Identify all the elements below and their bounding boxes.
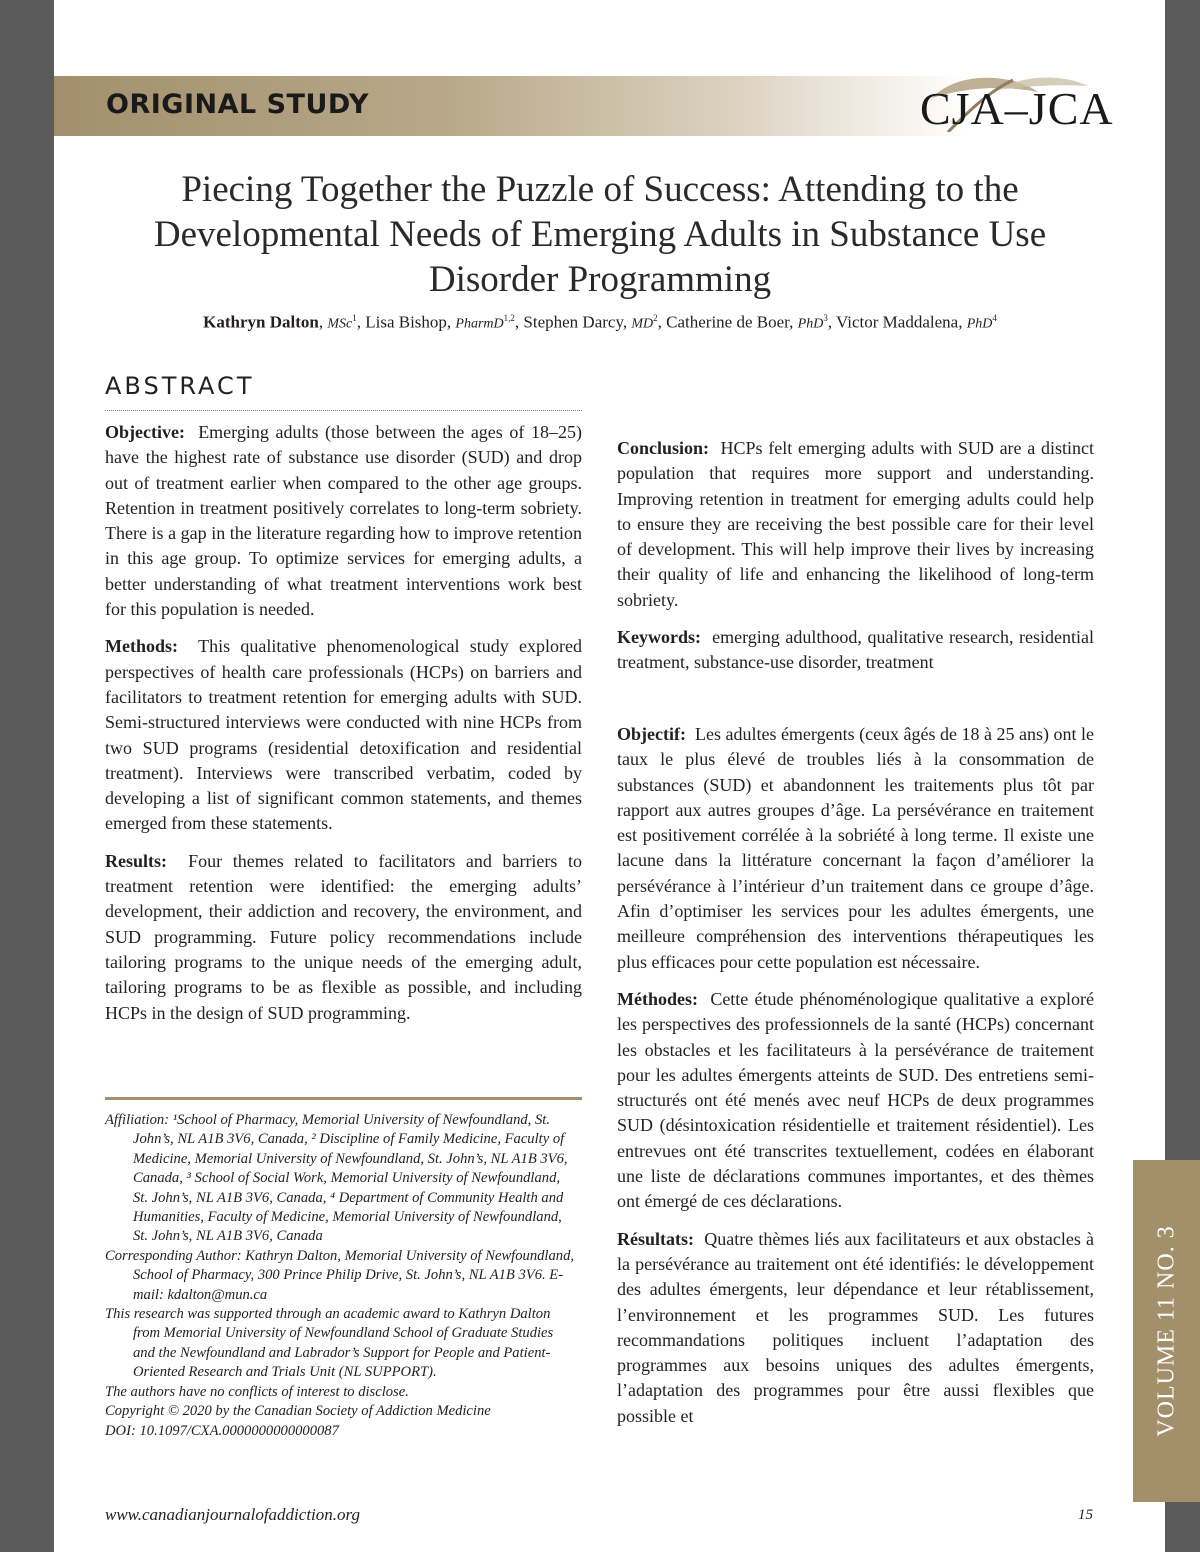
author-name: Stephen Darcy — [523, 312, 623, 332]
abstract-keywords — [617, 625, 1094, 676]
author-degree: MD — [631, 316, 654, 332]
objective-text: Emerging adults (those between the ages of 18–25) have the highest rate of substance use disorder (SUD) and drop out of treatment earlier when compared to the other age groups. Retention in treatment positively correlates to long-term sobriety. There is a gap in the literature regarding how to improve retention in this age group. To optimize services for emerging adults, a better understanding of what treatment interventions work best for this population is needed. — [105, 422, 582, 620]
left-margin-bar — [0, 0, 54, 1552]
abstract-left-column — [105, 420, 582, 1038]
abstract-objective — [105, 420, 582, 622]
abstract-methods — [105, 634, 582, 836]
author-degree: PhD — [966, 316, 993, 332]
resultats-text: Quatre thèmes liés aux facilitateurs et aux obstacles à la persévérance au traitement ont été identifiés: le développement des adultes émergents, leur dépendance et leur rétablissement, l’environnement et les programmes SUD. Les futures recommandations politiques incluent l’adaptation des programmes aux besoins uniques des adultes émergents, l’adaptation des programmes pour être aussi flexibles que possible et — [617, 1228, 1094, 1426]
affiliation-note: Affiliation: ¹School of Pharmacy, Memorial University of Newfoundland, St. John’s, NL A1B 3V6, Canada, ² Discipline of Family Medicine, Faculty of Medicine, Memorial University of Newfoundland, St. John’s, NL A1B 3V6, Canada, ³ School of Social Work, Memorial University of Newfoundland, St. John’s, NL A1B 3V6, Canada, ⁴ Department of Community Health and Humanities, Faculty of Medicine, Memorial University of Newfoundland, St. John’s, NL A1B 3V6, Canada — [105, 1112, 568, 1245]
abstract-results — [105, 849, 582, 1026]
corresponding-author-note: Corresponding Author: Kathryn Dalton, Memorial University of Newfoundland, School of Pharmacy, 300 Prince Philip Drive, St. John’s, NL A1B 3V6. E-mail: kdalton@mun.ca — [105, 1247, 575, 1303]
author-degree: PhD — [797, 316, 824, 332]
section-label: ORIGINAL STUDY — [106, 89, 369, 120]
author-affiliation: 2 — [653, 313, 658, 323]
doi-note: DOI: 10.1097/CXA.0000000000000087 — [105, 1422, 339, 1439]
author-affiliation: 4 — [992, 313, 997, 323]
volume-label: VOLUME 11 NO. 3 — [1153, 1225, 1179, 1437]
copyright-note: Copyright © 2020 by the Canadian Society of Addiction Medicine — [105, 1403, 491, 1420]
methodes-label: Méthodes: — [617, 988, 698, 1009]
funding-note: This research was supported through an academic award to Kathryn Dalton from Memorial University of Newfoundland School of Graduate Studies and the Newfoundland and Labrador’s Support for People and Patient-Oriented Research and Trials Unit (NL SUPPORT). — [105, 1306, 554, 1381]
author-affiliation: 3 — [823, 313, 828, 323]
logo-text: CJA–JCA — [920, 83, 1114, 134]
objective-label: Objective: — [105, 422, 185, 442]
resume-column — [617, 722, 1094, 1441]
abstract-right-column — [617, 436, 1094, 688]
footnotes — [105, 1111, 575, 1441]
dotted-divider — [105, 410, 582, 411]
resume-resultats — [617, 1227, 1094, 1429]
journal-logo — [918, 72, 1114, 134]
objectif-text: Les adultes émergents (ceux âgés de 18 à 25 ans) ont le taux le plus élevé de troubles liés à la consommation de substances (SUD) et abandonnent les traitements plus tôt par rapport aux autres groupes d’âge. La persévérance en traitement est positivement corrélée à la sobriété à long terme. Il existe une lacune dans la littérature concernant la façon d’améliorer la persévérance à l’intérieur d’un traitement dans ce groupe d’âge. Afin d’optimiser les services pour les adultes émergents, une meilleure compréhension des interventions thérapeutiques les plus efficaces pour cette population est nécessaire. — [617, 724, 1095, 972]
resultats-label: Résultats: — [617, 1228, 694, 1249]
results-label: Results: — [105, 850, 167, 871]
conflicts-note: The authors have no conflicts of interest to disclose. — [105, 1383, 409, 1400]
article-title: Piecing Together the Puzzle of Success: Attending to the Developmental Needs of Emerging Adults in Substance Use Disorder Programming — [153, 169, 1047, 300]
abstract-heading: ABSTRACT — [105, 372, 255, 400]
author-name: Lisa Bishop — [365, 312, 447, 332]
resume-objectif — [617, 722, 1094, 975]
methods-text: This qualitative phenomenological study explored perspectives of health care professionals (HCPs) on barriers and facilitators to treatment retention for emerging adults with SUD. Semi-structured interviews were conducted with nine HCPs from two SUD programs (residential detoxification and residential treatment). Interviews were transcribed verbatim, coded by developing a list of significant common statements, and themes emerged from these statements. — [105, 636, 582, 834]
author-degree: MSc — [327, 316, 353, 332]
results-text: Four themes related to facilitators and barriers to treatment retention were identified: the emerging adults’ development, their addiction and recovery, the environment, and SUD programming. Future policy recommendations include tailoring programs to the unique needs of the emerging adult, tailoring programs to be as flexible as possible, and including HCPs in the design of SUD programming. — [105, 850, 582, 1023]
volume-tab — [1133, 1160, 1200, 1502]
author-name: Kathryn Dalton — [203, 312, 319, 332]
objectif-label: Objectif: — [617, 724, 686, 744]
keywords-label: Keywords: — [617, 627, 701, 648]
author-affiliation: 1 — [352, 313, 357, 323]
methods-label: Methods: — [105, 636, 178, 657]
conclusion-text: HCPs felt emerging adults with SUD are a distinct population that requires more support and understanding. Improving retention in treatment for emerging adults could help to ensure they are receiving the best possible care for their level of development. This will help improve their lives by increasing their quality of life and enhancing the likelihood of long-term sobriety. — [617, 438, 1094, 610]
conclusion-label: Conclusion: — [617, 438, 710, 458]
journal-url[interactable]: www.canadianjournalofaddiction.org — [105, 1505, 361, 1524]
keywords-text: emerging adulthood, qualitative research, residential treatment, substance-use disorder, treatment — [617, 627, 1094, 673]
author-affiliation: 1,2 — [503, 313, 515, 323]
resume-methodes — [617, 987, 1094, 1215]
author-name: Catherine de Boer — [666, 312, 790, 332]
author-name: Victor Maddalena — [836, 312, 959, 332]
footnote-rule — [105, 1097, 582, 1100]
author-degree: PharmD — [455, 316, 504, 332]
methodes-text: Cette étude phénoménologique qualitative a exploré les perspectives des professionnels de la santé (HCPs) concernant les obstacles et les facilitateurs à la persévérance de traitement pour les adultes émergents atteints de SUD. Des entretiens semi-structurés ont été menés avec neuf HCPs de deux programmes SUD (désintoxication résidentielle et traitement résidentiel). Les entrevues ont été transcrites textuellement, codées en élaborant une liste de déclarations communes importantes, et des thèmes ont émergé de ces déclarations. — [617, 988, 1094, 1212]
author-list: Kathryn Dalton, MSc$^1$, Lisa Bishop, PharmD$^{1,2}$, Stephen Darcy, $MD^2$, Catherine de Boer, PhD$^3$, Victor Maddalena, PhD$^4$ — [203, 312, 997, 332]
abstract-conclusion — [617, 436, 1094, 613]
page-number: 15 — [1078, 1507, 1093, 1523]
